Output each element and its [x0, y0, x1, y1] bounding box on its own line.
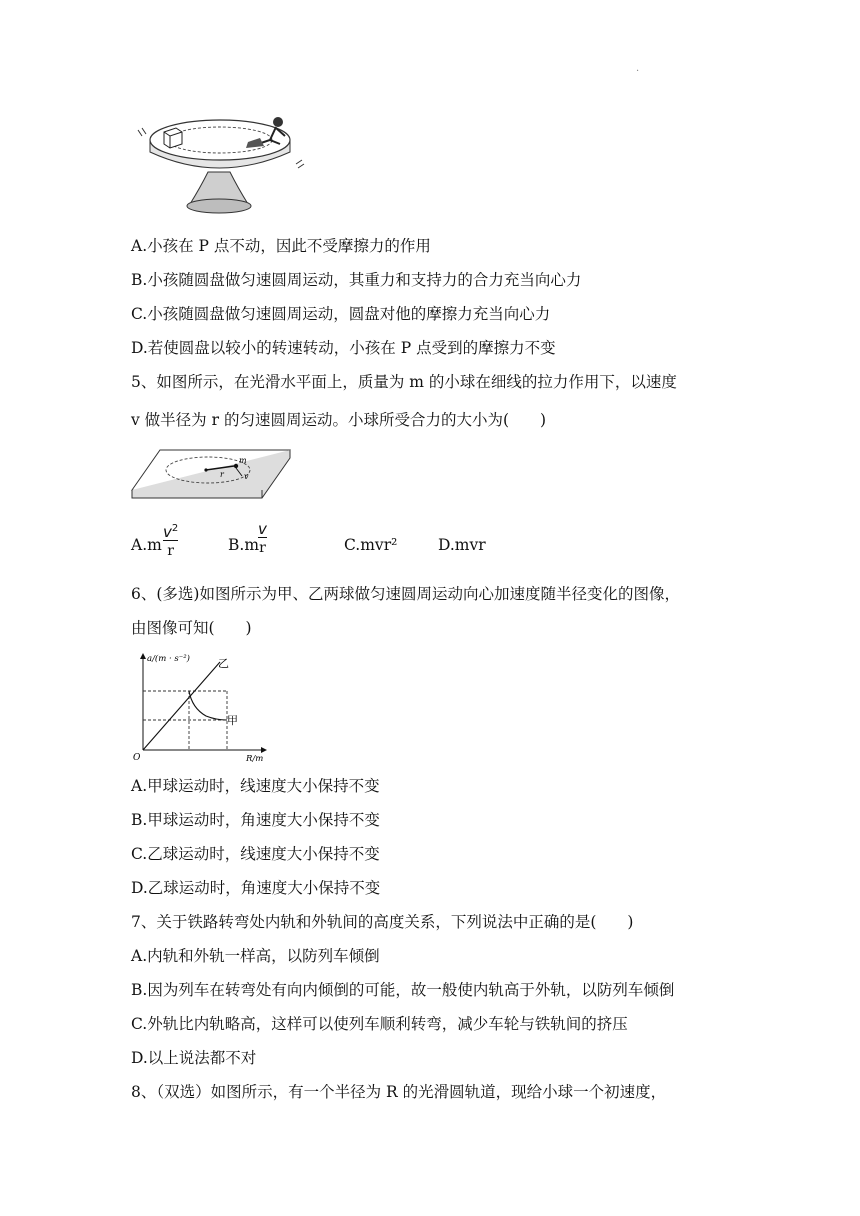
q6-stem-line2: 由图像可知( ) — [131, 619, 252, 637]
q7-option-b: B.因为列车在转弯处有向内倾倒的可能，故一般使内轨高于外轨，以防列车倾倒 — [131, 981, 675, 999]
q5-option-a-fraction — [163, 522, 178, 559]
q5-stem-line1: 5、如图所示，在光滑水平面上，质量为 m 的小球在细线的拉力作用下，以速度 — [131, 373, 677, 391]
origin-label: O — [133, 753, 141, 763]
curve-yi-line — [143, 662, 220, 750]
q7-option-d: D.以上说法都不对 — [131, 1049, 257, 1067]
q4-option-c: C.小孩随圆盘做匀速圆周运动，圆盘对他的摩擦力充当向心力 — [131, 305, 551, 323]
q7-option-a: A.内轨和外轨一样高，以防列车倾倒 — [131, 947, 380, 965]
q6-stem-line1: 6、(多选)如图所示为甲、乙两球做匀速圆周运动向心加速度随半径变化的图像， — [131, 585, 680, 603]
rotating-disk-figure — [130, 110, 310, 218]
label-v: v — [244, 472, 249, 481]
q8-stem: 8、（双选）如图所示，有一个半径为 R 的光滑圆轨道，现给小球一个初速度， — [131, 1083, 667, 1101]
q5-option-c-text: C.mvr² — [344, 536, 398, 554]
q4-option-a: A.小孩在 P 点不动，因此不受摩擦力的作用 — [131, 237, 431, 255]
q5-option-b-numerator: v — [258, 520, 267, 538]
q7-option-c: C.外轨比内轨略高，这样可以使列车顺利转弯，减少车轮与铁轨间的挤压 — [131, 1015, 628, 1033]
q5-option-b-fraction — [258, 522, 267, 556]
q5-option-a-prefix: A.m — [131, 536, 162, 554]
curve-jia-label: 甲 — [227, 714, 238, 727]
header-dot: · — [636, 66, 640, 77]
q5-option-a-exponent: 2 — [171, 523, 179, 534]
q5-option-b-denominator: r — [259, 540, 266, 556]
x-axis-label: R/m — [246, 754, 264, 764]
label-r: r — [220, 470, 224, 479]
y-axis-label: a/(m · s⁻²) — [147, 654, 190, 664]
acceleration-radius-graph — [130, 648, 275, 766]
curve-jia-line — [189, 691, 227, 720]
curve-yi-label: 乙 — [218, 657, 229, 670]
q6-option-d: D.乙球运动时，角速度大小保持不变 — [131, 879, 381, 897]
q5-option-a-denominator: r — [167, 543, 174, 559]
q6-option-b: B.甲球运动时，角速度大小保持不变 — [131, 811, 380, 829]
q5-option-d-text: D.mvr — [438, 536, 486, 554]
q6-option-a: A.甲球运动时，线速度大小保持不变 — [131, 777, 380, 795]
q7-stem: 7、关于铁路转弯处内轨和外轨间的高度关系，下列说法中正确的是( ) — [131, 913, 634, 931]
q5-option-b-prefix: B.m — [228, 536, 260, 554]
q4-option-d: D.若使圆盘以较小的转速转动，小孩在 P 点受到的摩擦力不变 — [131, 339, 556, 357]
q5-stem-line2: v 做半径为 r 的匀速圆周运动。小球所受合力的大小为( ) — [131, 411, 547, 429]
horizontal-plane-figure — [130, 446, 294, 502]
q4-option-b: B.小孩随圆盘做匀速圆周运动，其重力和支持力的合力充当向心力 — [131, 271, 582, 289]
label-m: m — [239, 456, 247, 465]
q5-option-a-numerator: v — [163, 523, 172, 541]
q6-option-c: C.乙球运动时，线速度大小保持不变 — [131, 845, 380, 863]
